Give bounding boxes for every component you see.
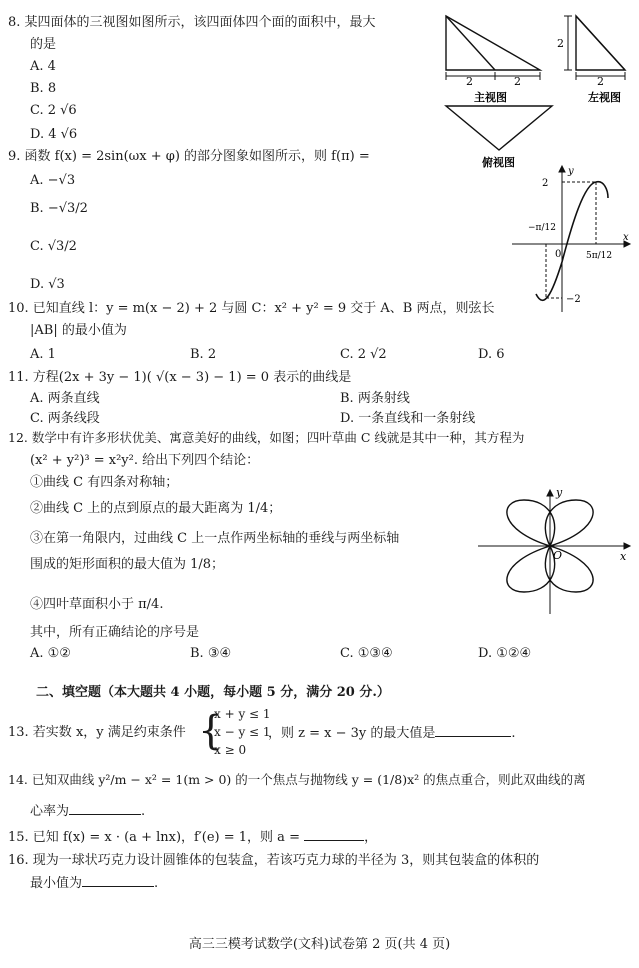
- q8-stem-line2: 的是: [30, 37, 57, 52]
- q10-stem-line1: 10. 已知直线 l：y = m(x − 2) + 2 与圆 C：x² + y² = 9 交于 A、B 两点，则弦长: [8, 301, 495, 316]
- q13-post-wrap: [268, 724, 516, 743]
- q8-option-b: B. 8: [30, 81, 57, 96]
- q10-option-c: C. 2 √2: [340, 347, 387, 362]
- q12-tail: 其中，所有正确结论的序号是: [30, 625, 200, 640]
- main-view-caption: 主视图: [474, 91, 507, 104]
- q15-text: 15. 已知 f(x) = x · (a + lnx)，f′(e) = 1，则 a =: [8, 830, 300, 845]
- q16-line2: 最小值为: [30, 876, 83, 891]
- q12-conclusion-4: ④四叶草面积小于 π/4.: [30, 597, 164, 612]
- x-right-label: 5π/12: [586, 251, 613, 261]
- q15-answer-blank[interactable]: [304, 828, 364, 841]
- y-min-label: −2: [566, 294, 581, 305]
- q14-line2: 心率为: [30, 804, 70, 819]
- q9-option-a: A. −√3: [30, 173, 76, 188]
- q9-option-b: B. −√3/2: [30, 201, 88, 216]
- q8-stem-line1: 8. 某四面体的三视图如图所示，该四面体四个面的面积中，最大: [8, 15, 376, 30]
- four-leaf-clover-figure: [474, 486, 634, 616]
- q10-stem-line2: |AB| 的最小值为: [30, 323, 127, 338]
- sine-curve: [536, 182, 608, 301]
- main-dim-2: 2: [514, 75, 521, 88]
- q12-option-c: C. ①③④: [340, 646, 393, 661]
- q14-stem-line2-wrap: [30, 802, 145, 821]
- section-fill-in-title: 二、填空题（本大题共 4 小题，每小题 5 分，满分 20 分.）: [36, 685, 390, 700]
- q15-stem: [8, 828, 377, 847]
- q11-option-a: A. 两条直线: [30, 391, 100, 406]
- q11-option-c: C. 两条线段: [30, 411, 100, 426]
- q9-stem: 9. 函数 f(x) = 2sin(ωx + φ) 的部分图象如图所示，则 f(π) =: [8, 149, 370, 164]
- q12-conclusion-3a: ③在第一角限内，过曲线 C 上一点作两坐标轴的垂线与两坐标轴: [30, 531, 400, 546]
- q12-stem-line2: (x² + y²)³ = x²y². 给出下列四个结论：: [30, 453, 260, 468]
- q11-stem: 11. 方程(2x + 3y − 1)( √(x − 3) − 1) = 0 表示的曲线是: [8, 370, 352, 385]
- q16-answer-blank[interactable]: [82, 874, 154, 887]
- q16-end: .: [154, 876, 159, 891]
- q12-conclusion-3b: 围成的矩形面积的最大值为 1/8；: [30, 557, 225, 572]
- q13-post: ，则 z = x − 3y 的最大值是: [268, 726, 436, 741]
- q14-stem-line1: 14. 已知双曲线 y²/m − x² = 1(m > 0) 的一个焦点与抛物线 y = (1/8)x² 的焦点重合，则此双曲线的离: [8, 772, 586, 787]
- q12-option-b: B. ③④: [190, 646, 232, 661]
- q13-constraint-2: x − y ≤ 1: [214, 725, 271, 739]
- q14-answer-blank[interactable]: [69, 802, 141, 815]
- x-left-label: −π/12: [528, 223, 556, 233]
- top-view-caption: 俯视图: [482, 156, 515, 169]
- q13-answer-blank[interactable]: [435, 724, 511, 737]
- q12-conclusion-1: ①曲线 C 有四条对称轴；: [30, 475, 179, 490]
- q11-option-b: B. 两条射线: [340, 391, 410, 406]
- y-axis-label: y: [568, 166, 574, 177]
- q13-brace: {: [198, 708, 224, 754]
- q16-stem-line1: 16. 现为一球状巧克力设计圆锥体的包装盒，若该巧克力球的半径为 3，则其包装盒的体积的: [8, 853, 540, 868]
- left-dim-width: 2: [597, 75, 604, 88]
- q9-option-d: D. √3: [30, 277, 65, 292]
- top-view: [446, 106, 552, 150]
- q9-option-c: C. √3/2: [30, 239, 77, 254]
- q10-option-d: D. 6: [478, 347, 505, 362]
- main-view: [446, 16, 540, 70]
- q12-conclusion-2: ②曲线 C 上的点到原点的最大距离为 1/4；: [30, 501, 282, 516]
- q8-option-d: D. 4 √6: [30, 127, 78, 142]
- q13-stem: [8, 724, 186, 742]
- q11-option-d: D. 一条直线和一条射线: [340, 411, 476, 426]
- sine-graph: [510, 162, 635, 322]
- q16-stem-line2-wrap: [30, 874, 158, 893]
- q12-stem-line1: 12. 数学中有许多形状优美、寓意美好的曲线，如图；四叶草曲 C 线就是其中一种，其方程为: [8, 430, 525, 445]
- left-dim-height: 2: [557, 37, 564, 50]
- clover-x-label: x: [620, 550, 627, 563]
- q14-end: .: [141, 804, 146, 819]
- q13-constraint-3: x ≥ 0: [214, 743, 247, 757]
- page-footer: 高三三模考试数学(文科)试卷第 2 页(共 4 页): [188, 937, 451, 953]
- q10-option-b: B. 2: [190, 347, 217, 362]
- clover-origin-label: O: [553, 549, 563, 562]
- three-view-figure: [440, 8, 635, 173]
- q10-option-a: A. 1: [30, 347, 56, 362]
- q12-option-a: A. ①②: [30, 646, 71, 661]
- left-view: [576, 16, 625, 70]
- left-view-caption: 左视图: [588, 91, 621, 104]
- y-max-label: 2: [542, 178, 549, 189]
- q15-end: ，: [364, 830, 378, 845]
- main-dim-1: 2: [466, 75, 473, 88]
- x-axis-label: x: [623, 232, 629, 243]
- clover-y-label: y: [556, 486, 563, 499]
- origin-label: 0: [555, 249, 562, 260]
- q13-constraint-1: x + y ≤ 1: [214, 707, 271, 721]
- q13-end: .: [511, 726, 516, 741]
- q8-option-a: A. 4: [30, 59, 56, 74]
- q12-option-d: D. ①②④: [478, 646, 532, 661]
- q13-pre: 13. 若实数 x，y 满足约束条件: [8, 725, 186, 740]
- q8-option-c: C. 2 √6: [30, 103, 77, 118]
